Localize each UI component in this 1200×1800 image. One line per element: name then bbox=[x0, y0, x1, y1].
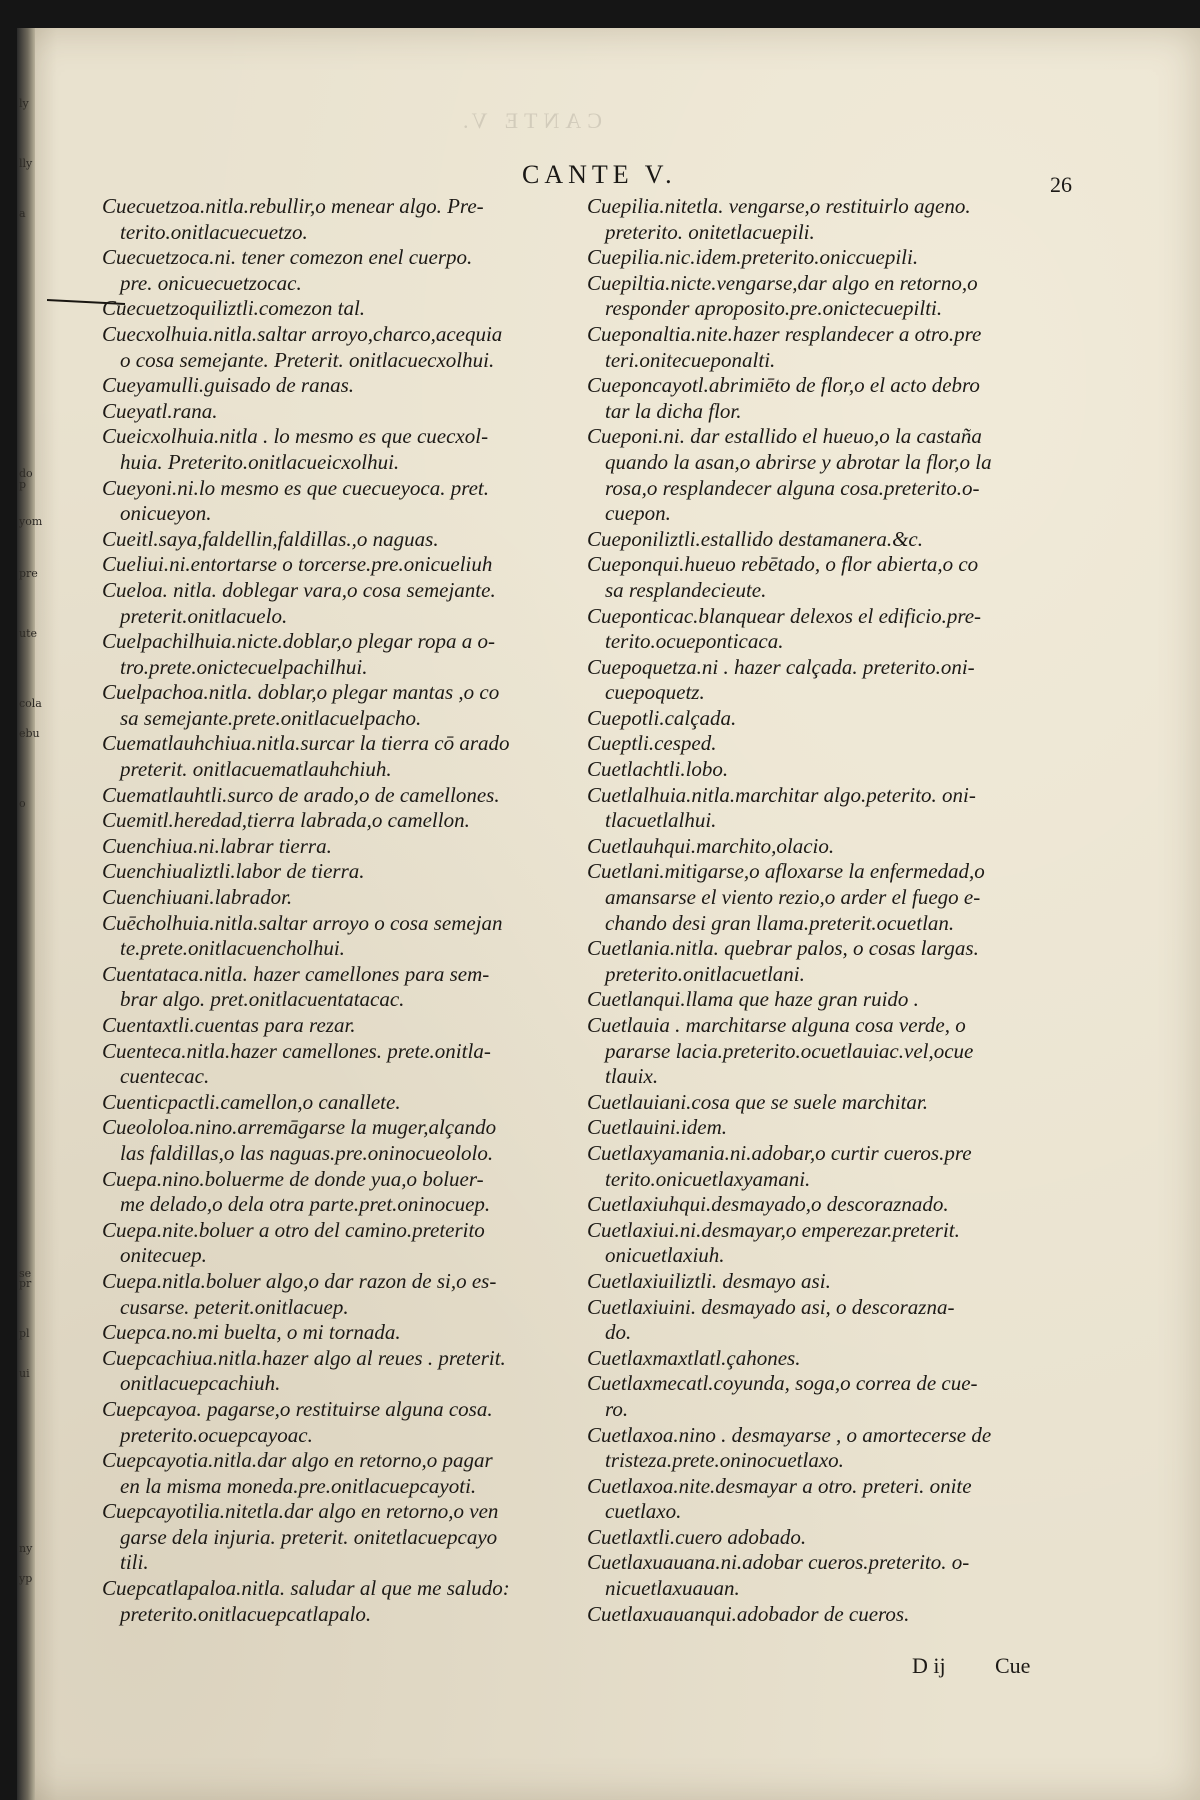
dictionary-entry: Cuetlani.mitigarse,o afloxarse la enfermedad,o amansarse el viento rezio,o arder el fuego e- chando desi gran llama.preterit.ocuetlan. bbox=[587, 859, 985, 935]
dictionary-entry: Cuematlauhtli.surco de arado,o de camellones. bbox=[102, 782, 500, 807]
dictionary-entry: Cuetlaxoa.nino . desmayarse , o amortecerse de tristeza.prete.oninocuetlaxo. bbox=[587, 1422, 992, 1473]
margin-fragment: ui bbox=[19, 1367, 30, 1380]
bleed-through-text: CANTE V. bbox=[457, 108, 602, 133]
dictionary-entry: Cuepca.no.mi buelta, o mi tornada. bbox=[102, 1320, 401, 1345]
dictionary-entry: Cueponcayotl.abrimiēto de flor,o el acto debro tar la dicha flor. bbox=[587, 373, 980, 423]
dictionary-entry: Cuenchiua.ni.labrar tierra. bbox=[102, 833, 332, 858]
dictionary-entry: Cuepotli.calçada. bbox=[587, 705, 737, 730]
dictionary-entry: Cuetlaxmecatl.coyunda, soga,o correa de cue- ro. bbox=[587, 1371, 978, 1421]
dictionary-entry: Cueicxolhuia.nitla . lo mesmo es que cuecxol- huia. Preterito.onitlacueicxolhui. bbox=[102, 424, 489, 474]
dictionary-entry: Cuentaxtli.cuentas para rezar. bbox=[102, 1013, 356, 1037]
dictionary-entry: Cueponi.ni. dar estallido el hueuo,o la castaña quando la asan,o abrirse y abrotar la flor,o la rosa,o resplandecer alguna cosa.preterito.o- cuepon. bbox=[587, 424, 992, 526]
dictionary-entry: Cuepa.nite.boluer a otro del camino.preterito onitecuep. bbox=[102, 1217, 485, 1268]
dictionary-entry: Cuepilia.nic.idem.preterito.oniccuepili. bbox=[587, 245, 919, 270]
dictionary-entry: Cuetlalhuia.nitla.marchitar algo.peterito. oni- tlacuetlalhui. bbox=[587, 782, 976, 833]
right-column bbox=[587, 194, 1087, 1627]
dictionary-entry: Cuentataca.nitla. hazer camellones para sem- brar algo. pret.onitlacuentatacac. bbox=[102, 961, 490, 1012]
dictionary-entry: Cuecuetzoa.nitla.rebullir,o menear algo. Pre- terito.onitlacuecuetzo. bbox=[102, 194, 484, 244]
margin-fragment: a bbox=[19, 207, 26, 220]
margin-fragment: yp bbox=[19, 1572, 33, 1585]
margin-fragment: ly bbox=[19, 97, 29, 110]
dictionary-entry: Cuematlauhchiua.nitla.surcar la tierra cō arado preterit. onitlacuematlauhchiuh. bbox=[102, 731, 510, 782]
dictionary-entry: Cueyamulli.guisado de ranas. bbox=[102, 373, 354, 398]
dictionary-entry: Cuetlachtli.lobo. bbox=[587, 757, 729, 782]
dictionary-entry: Cuecuetzoca.ni. tener comezon enel cuerpo. pre. onicuecuetzocac. bbox=[102, 245, 473, 295]
dictionary-entry: Cuetlaxyamania.ni.adobar,o curtir cueros.pre terito.onicuetlaxyamani. bbox=[587, 1140, 972, 1191]
margin-fragment: do p bbox=[19, 467, 33, 491]
dictionary-entry: Cueponqui.hueuo rebētado, o flor abierta,o co sa resplandecieute. bbox=[587, 552, 979, 602]
margin-fragment: o bbox=[19, 797, 26, 810]
dictionary-entry: Cuepcayotilia.nitetla.dar algo en retorno,o ven garse dela injuria. preterit. onitetlacuepcayo tili. bbox=[102, 1499, 499, 1575]
dictionary-entry: Cueyatl.rana. bbox=[102, 398, 218, 423]
left-margin-fragments bbox=[17, 28, 43, 1800]
dictionary-entry: Cuepoquetza.ni . hazer calçada. preterito.oni- cuepoquetz. bbox=[587, 654, 975, 705]
dictionary-entry: Cuetlaxuauana.ni.adobar cueros.preterito. o- nicuetlaxuauan. bbox=[587, 1550, 970, 1601]
running-head bbox=[17, 108, 1200, 197]
dictionary-entry: Cuepcayotia.nitla.dar algo en retorno,o pagar en la misma moneda.pre.onitlacuepcayoti. bbox=[102, 1448, 493, 1498]
catchword: Cue bbox=[995, 1653, 1031, 1678]
margin-fragment: pre bbox=[19, 567, 38, 580]
dictionary-entry: Cuenteca.nitla.hazer camellones. prete.onitla- cuentecac. bbox=[102, 1038, 491, 1089]
margin-fragment: pl bbox=[19, 1327, 30, 1340]
dictionary-entry: Cuepcachiua.nitla.hazer algo al reues . preterit. onitlacuepcachiuh. bbox=[102, 1345, 506, 1396]
margin-fragment: se bbox=[19, 1267, 32, 1280]
dictionary-entry: Cueponiliztli.estallido destamanera.&c. bbox=[587, 526, 923, 551]
dictionary-entry: Cueololoa.nino.arremāgarse la muger,alçando las faldillas,o las naguas.pre.oninocueololo. bbox=[102, 1115, 497, 1165]
book-page bbox=[17, 28, 1200, 1800]
dictionary-entry: Cuepcayoa. pagarse,o restituirse alguna cosa. preterito.ocuepcayoac. bbox=[102, 1396, 493, 1447]
dictionary-entry: Cuetlauini.idem. bbox=[587, 1115, 727, 1140]
dictionary-entry: Cuetlaxoa.nite.desmayar a otro. preteri. onite cuetlaxo. bbox=[587, 1473, 972, 1524]
margin-fragment: ny bbox=[19, 1542, 33, 1555]
dictionary-entry: Cuetlaxiuhqui.desmayado,o descoraznado. bbox=[587, 1192, 949, 1217]
dictionary-entry: Cuepcatlapaloa.nitla. saludar al que me saludo: preterito.onitlacuepcatlapalo. bbox=[102, 1576, 510, 1626]
dictionary-entry: Cuetlanqui.llama que haze gran ruido . bbox=[587, 987, 919, 1012]
dictionary-entry: Cuenchiualiztli.labor de tierra. bbox=[102, 859, 365, 884]
dictionary-entry: Cueliui.ni.entortarse o torcerse.pre.onicueliuh bbox=[102, 552, 493, 577]
dictionary-entry: Cuēcholhuia.nitla.saltar arroyo o cosa semejan te.prete.onitlacuencholhui. bbox=[102, 910, 503, 961]
dictionary-entry: Cueyoni.ni.lo mesmo es que cuecueyoca. pret. onicueyon. bbox=[102, 475, 490, 526]
dictionary-entry: Cueitl.saya,faldellin,faldillas.,o naguas. bbox=[102, 526, 439, 551]
dictionary-entry: Cuemitl.heredad,tierra labrada,o camellon. bbox=[102, 808, 470, 833]
margin-fragment: lly bbox=[19, 157, 33, 170]
dictionary-entry: Cuelpachoa.nitla. doblar,o plegar mantas ,o co sa semejante.prete.onitlacuelpacho. bbox=[102, 680, 500, 730]
dictionary-entry: Cuetlaxmaxtlatl.çahones. bbox=[587, 1345, 801, 1370]
dictionary-entry: Cuenticpactli.camellon,o canallete. bbox=[102, 1089, 401, 1114]
dictionary-entry: Cuetlaxiuini. desmayado asi, o descorazna- do. bbox=[587, 1294, 955, 1345]
dictionary-entry: Cuetlania.nitla. quebrar palos, o cosas largas. preterito.onitlacuetlani. bbox=[587, 936, 979, 986]
page-number: 26 bbox=[1050, 172, 1072, 197]
dictionary-entry: Cuepilia.nitetla. vengarse,o restituirlo ageno. preterito. onitetlacuepili. bbox=[587, 194, 971, 244]
dictionary-entry: Cuenchiuani.labrador. bbox=[102, 885, 293, 910]
dictionary-entry: Cuetlaxiui.ni.desmayar,o emperezar.preterit. onicuetlaxiuh. bbox=[587, 1217, 960, 1268]
dictionary-entry: Cuetlauiani.cosa que se suele marchitar. bbox=[587, 1089, 929, 1114]
dictionary-entry: Cueponaltia.nite.hazer resplandecer a otro.pre teri.onitecueponalti. bbox=[587, 321, 982, 372]
dictionary-entry: Cuecuetzoquiliztli.comezon tal. bbox=[102, 296, 366, 321]
dictionary-entry: Cuetlauhqui.marchito,olacio. bbox=[587, 833, 835, 858]
dictionary-entry: Cuepa.nitla.boluer algo,o dar razon de si,o es- cusarse. peterit.onitlacuep. bbox=[102, 1268, 497, 1319]
dictionary-entry: Cuetlauia . marchitarse alguna cosa verde, o pararse lacia.preterito.ocuetlauiac.vel,ocue tlauix. bbox=[587, 1013, 974, 1089]
dictionary-entry: Cueptli.cesped. bbox=[587, 731, 717, 756]
dictionary-entry: Cuelpachilhuia.nicte.doblar,o plegar ropa a o- tro.prete.onictecuelpachilhui. bbox=[102, 629, 495, 679]
dictionary-entry: Cuepa.nino.boluerme de donde yua,o boluer- me delado,o dela otra parte.pret.oninocuep. bbox=[102, 1166, 491, 1217]
dictionary-entry: Cuecxolhuia.nitla.saltar arroyo,charco,acequia o cosa semejante. Preterit. onitlacuecxolhui. bbox=[102, 321, 503, 372]
dictionary-entry: Cuetlaxuauanqui.adobador de cueros. bbox=[587, 1601, 910, 1626]
left-column bbox=[102, 194, 602, 1627]
dictionary-entry: Cuetlaxtli.cuero adobado. bbox=[587, 1524, 807, 1549]
margin-fragment: pr bbox=[19, 1277, 32, 1290]
dictionary-entry: Cueloa. nitla. doblegar vara,o cosa semejante. preterit.onitlacuelo. bbox=[102, 577, 496, 628]
page-title: CANTE V. bbox=[522, 160, 677, 189]
margin-fragment: ute bbox=[19, 627, 38, 640]
dictionary-entry: Cueponticac.blanquear delexos el edificio.pre- terito.ocueponticaca. bbox=[587, 603, 982, 654]
margin-fragment: cola bbox=[19, 697, 42, 710]
signature-mark: D ij bbox=[912, 1653, 946, 1678]
margin-fragment: ebu bbox=[19, 727, 40, 740]
dictionary-entry: Cuetlaxiuiliztli. desmayo asi. bbox=[587, 1268, 831, 1293]
margin-fragment: yom bbox=[19, 515, 43, 528]
dictionary-entry: Cuepiltia.nicte.vengarse,dar algo en retorno,o responder aproposito.pre.onictecuepilti. bbox=[587, 270, 978, 321]
